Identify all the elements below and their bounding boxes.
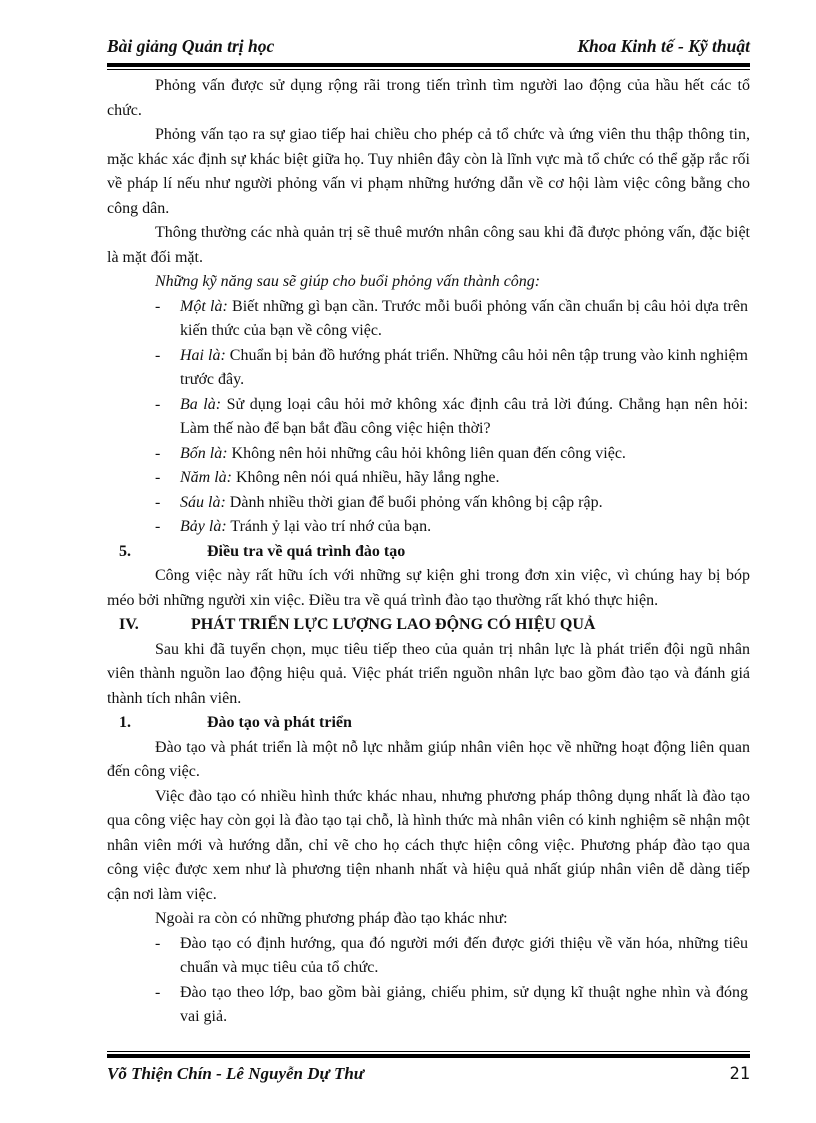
paragraph: Phỏng vấn tạo ra sự giao tiếp hai chiều cho phép cả tổ chức và ứng viên thu thập thông tin, mặc khác xác định sự khác biệt giữa họ. Tuy nhiên đây còn là lĩnh vực mà tổ chức có thể gặp rắc rối về pháp lí nếu như người phỏng vấn vi phạm những hướng dẫn về cơ hội làm việc công bằng cho công dân. [107, 126, 750, 217]
list-item: - Sáu là: Dành nhiều thời gian để buổi phỏng vấn không bị cập rập. [155, 493, 603, 511]
major-section-heading [107, 613, 750, 638]
section-number: 1. [119, 714, 131, 731]
page-footer [107, 1064, 750, 1088]
section-number: IV. [119, 616, 139, 633]
page-body [107, 74, 750, 1030]
section-title: PHÁT TRIỂN LỰC LƯỢNG LAO ĐỘNG CÓ HIỆU QUẢ [191, 616, 596, 633]
section-heading [107, 711, 750, 736]
page-number: 21 [729, 1064, 750, 1084]
paragraph: Việc đào tạo có nhiều hình thức khác nhau, nhưng phương pháp thông dụng nhất là đào tạo qua công việc hay còn gọi là đào tạo tại chỗ, là hình thức mà nhân viên có kinh nghiệm sẽ nhận một nhân viên mới và hướng dẫn, chỉ vẽ cho họ cách thực hiện công việc. Phương pháp đào tạo qua công việc được xem như là phương tiện nhanh nhất và hiệu quả nhất giúp nhân viên dễ dàng tiếp cận nơi làm việc. [107, 787, 750, 903]
page-header [107, 36, 750, 62]
list-item: - Một là: Biết những gì bạn cần. Trước mỗi buổi phỏng vấn cần chuẩn bị câu hỏi dựa trên kiến thức của bạn về công việc. [155, 297, 749, 339]
authors: Võ Thiện Chín - Lê Nguyễn Dự Thư [107, 1064, 364, 1083]
list-item: - Bảy là: Tránh ỷ lại vào trí nhớ của bạn. [155, 518, 432, 535]
footer-rule [107, 1051, 750, 1058]
paragraph: Sau khi đã tuyển chọn, mục tiêu tiếp theo của quản trị nhân lực là phát triển đội ngũ nhân viên thành nguồn lao động hiệu quả. Việc phát triển nguồn nhân lực bao gồm đào tạo và đánh giá thành tích nhân viên. [107, 640, 750, 707]
header-rule [107, 63, 750, 70]
paragraph: Phỏng vấn được sử dụng rộng rãi trong tiến trình tìm người lao động của hầu hết các tổ chức. [107, 77, 750, 119]
list-item: - Ba là: Sử dụng loại câu hỏi mở không xác định câu trả lời đúng. Chẳng hạn nên hỏi: Làm thế nào để bạn bắt đầu công việc hiện thời? [155, 395, 749, 437]
paragraph: Thông thường các nhà quản trị sẽ thuê mướn nhân công sau khi đã được phỏng vấn, đặc biệt là mặt đối mặt. [107, 224, 750, 266]
list-item: - Đào tạo có định hướng, qua đó người mới đến được giới thiệu về văn hóa, những tiêu chuẩn và mục tiêu của tổ chức. [155, 934, 748, 976]
list-item: - Năm là: Không nên nói quá nhiều, hãy lắng nghe. [155, 469, 500, 486]
list-item: - Hai là: Chuẩn bị bản đồ hướng phát triển. Những câu hỏi nên tập trung vào kinh nghiệm trước đây. [155, 346, 748, 388]
skills-intro: Những kỹ năng sau sẽ giúp cho buổi phỏng vấn thành công: [155, 273, 541, 290]
section-title: Điều tra về quá trình đào tạo [207, 542, 406, 560]
paragraph: Đào tạo và phát triển là một nỗ lực nhằm giúp nhân viên học về những hoạt động liên quan đến công việc. [107, 738, 750, 780]
section-number: 5. [119, 542, 131, 560]
course-title: Bài giảng Quản trị học [107, 36, 275, 56]
section-title: Đào tạo và phát triển [207, 714, 352, 731]
list-item: - Đào tạo theo lớp, bao gồm bài giảng, chiếu phim, sử dụng kĩ thuật nghe nhìn và đóng vai giả. [155, 983, 748, 1025]
list-item: - Bốn là: Không nên hỏi những câu hỏi không liên quan đến công việc. [155, 444, 626, 462]
faculty-name: Khoa Kinh tế - Kỹ thuật [577, 36, 750, 56]
paragraph: Ngoài ra còn có những phương pháp đào tạo khác như: [155, 910, 508, 927]
section-heading [107, 540, 750, 565]
paragraph: Công việc này rất hữu ích với những sự kiện ghi trong đơn xin việc, vì chúng hay bị bóp méo bởi những người xin việc. Điều tra về quá trình đào tạo thường rất khó thực hiện. [107, 567, 750, 609]
